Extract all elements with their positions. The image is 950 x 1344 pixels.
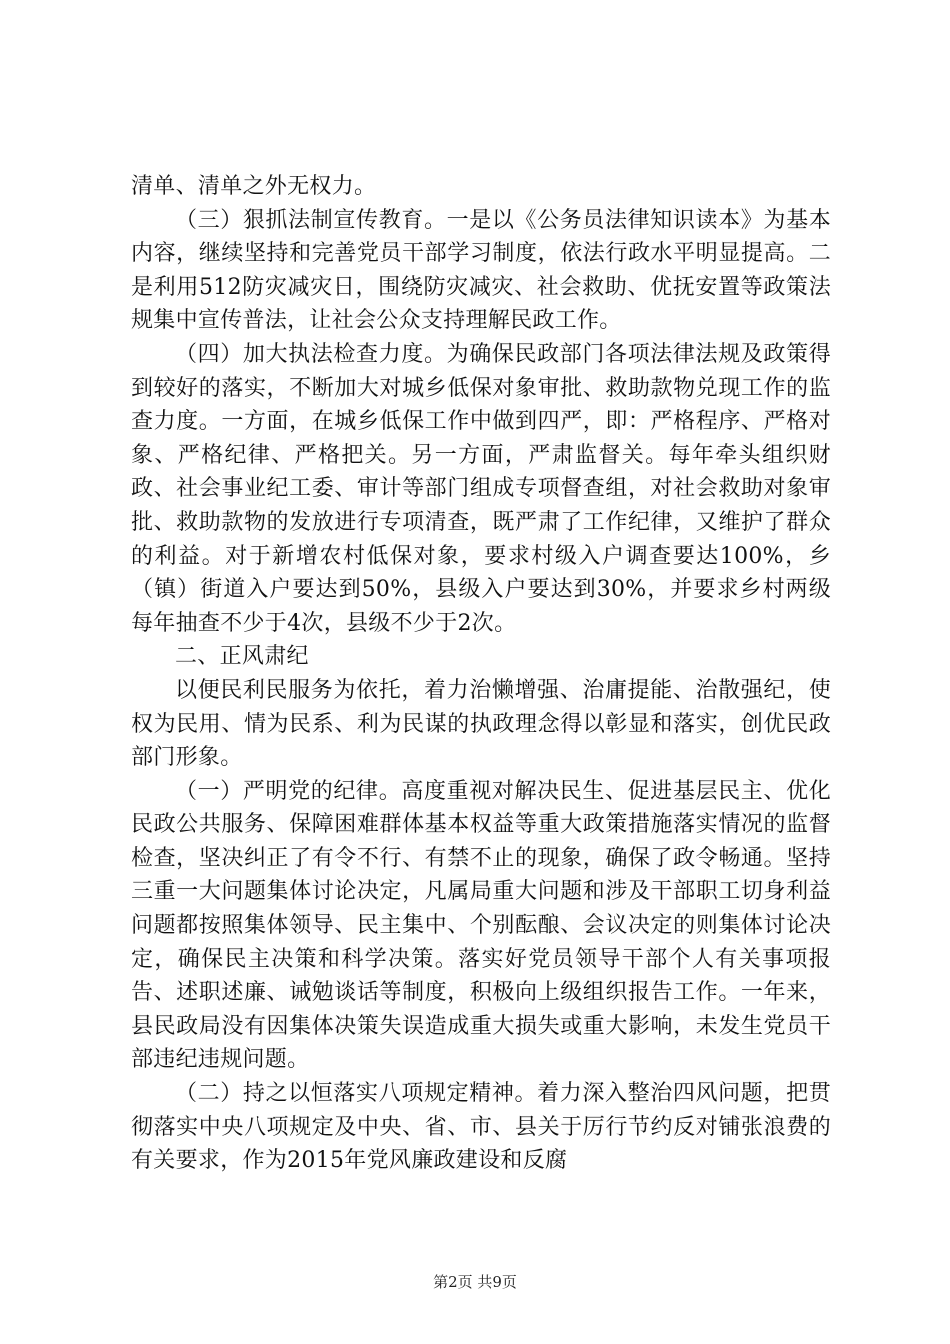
- section-heading-discipline: 二、正风肃纪: [175, 644, 309, 670]
- paragraph-discipline-intro: 以便民利民服务为依托，着力治懒增强、治庸提能、治散强纪，使权为民用、情为民系、利为民谋的执政理念得以彰显和落实，创优民政部门形象。: [131, 677, 831, 771]
- document-body: [131, 170, 831, 1178]
- paragraph-enforcement-inspection: （四）加大执法检查力度。为确保民政部门各项法律法规及政策得到较好的落实，不断加大对城乡低保对象审批、救助款物兑现工作的监查力度。一方面，在城乡低保工作中做到四严，即：严格程序、严格对象、严格纪律、严格把关。另一方面，严肃监督关。每年牵头组织财政、社会事业纪工委、审计等部门组成专项督查组，对社会救助对象审批、救助款物的发放进行专项清查，既严肃了工作纪律，又维护了群众的利益。对于新增农村低保对象，要求村级入户调查要达100%，乡（镇）街道入户要达到50%，县级入户要达到30%，并要求乡村两级每年抽查不少于4次，县级不少于2次。: [131, 341, 831, 636]
- page-number-footer: 第2页 共9页: [433, 1273, 517, 1291]
- paragraph-continuation: 清单、清单之外无权力。: [131, 174, 377, 199]
- paragraph-eight-rules: （二）持之以恒落实八项规定精神。着力深入整治四风问题，把贯彻落实中央八项规定及中央、省、市、县关于厉行节约反对铺张浪费的有关要求，作为2015年党风廉政建设和反腐: [131, 1081, 831, 1174]
- paragraph-legal-education: （三）狠抓法制宣传教育。一是以《公务员法律知识读本》为基本内容，继续坚持和完善党员干部学习制度，依法行政水平明显提高。二是利用512防灾减灾日，围绕防灾减灾、社会救助、优抚安置等政策法规集中宣传普法，让社会公众支持理解民政工作。: [131, 207, 831, 334]
- paragraph-party-discipline: （一）严明党的纪律。高度重视对解决民生、促进基层民主、优化民政公共服务、保障困难群体基本权益等重大政策措施落实情况的监督检查，坚决纠正了有令不行、有禁不止的现象，确保了政令畅通。坚持三重一大问题集体讨论决定，凡属局重大问题和涉及干部职工切身利益问题都按照集体领导、民主集中、个别酝酿、会议决定的则集体讨论决定，确保民主决策和科学决策。落实好党员领导干部个人有关事项报告、述职述廉、诫勉谈话等制度，积极向上级组织报告工作。一年来，县民政局没有因集体决策失误造成重大损失或重大影响，未发生党员干部违纪违规问题。: [131, 778, 831, 1073]
